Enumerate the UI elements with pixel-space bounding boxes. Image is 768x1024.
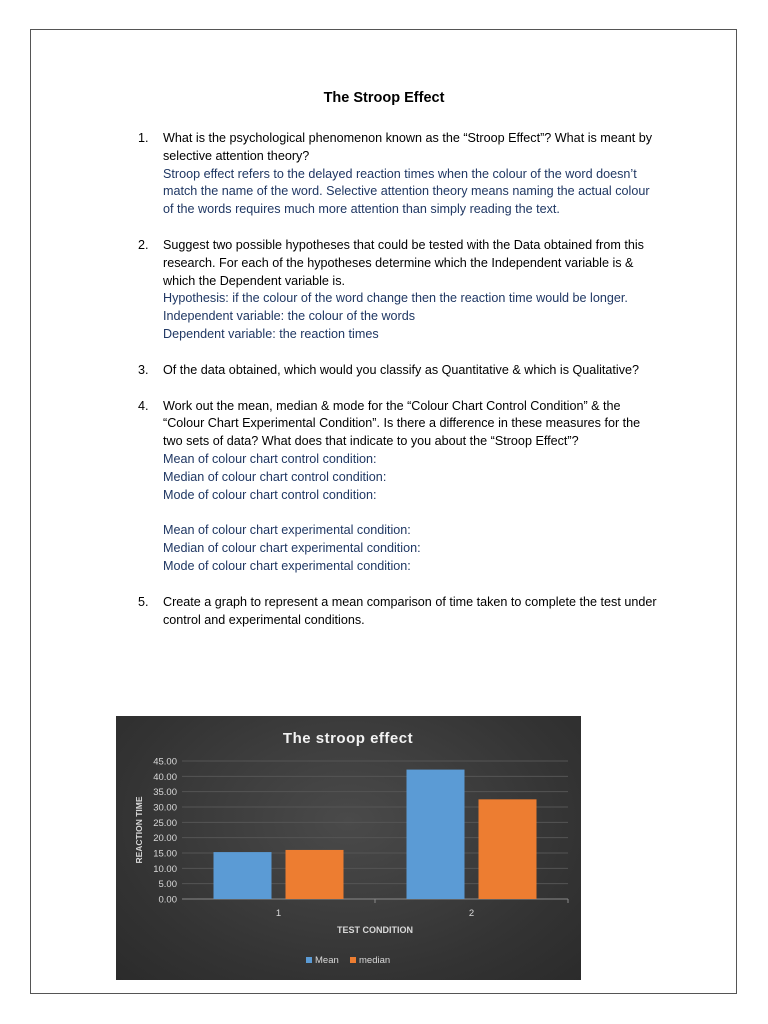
- legend-swatch-mean: [306, 957, 312, 963]
- x-axis-label: TEST CONDITION: [337, 925, 413, 935]
- experimental-mode-line: Mode of colour chart experimental condition:: [163, 558, 411, 573]
- question-list: [138, 130, 658, 629]
- y-tick-label: 35.00: [153, 787, 177, 799]
- question-text: What is the psychological phenomenon known as the “Stroop Effect”? What is meant by selective attention theory?: [163, 131, 653, 163]
- y-tick-label: 10.00: [153, 863, 177, 875]
- stroop-chart: [116, 716, 581, 980]
- question-number: 3.: [138, 362, 149, 377]
- page-title: The Stroop Effect: [323, 90, 445, 106]
- y-tick-label: 25.00: [153, 817, 177, 829]
- dependent-variable-line: Dependent variable: the reaction times: [163, 326, 379, 341]
- question-number: 2.: [138, 237, 149, 252]
- question-text: Of the data obtained, which would you classify as Quantitative & which is Qualitative?: [163, 362, 640, 377]
- median-bar-1: [286, 850, 344, 899]
- legend-label-median: median: [359, 955, 391, 966]
- y-tick-label: 0.00: [158, 894, 177, 906]
- question-text: Work out the mean, median & mode for the “Colour Chart Control Condition” & the “Colour Chart Experimental Condition”. Is there a difference in these measures for the two sets of data? What does that indicate to you about the “Stroop Effect”?: [163, 398, 641, 449]
- x-tick-label: 1: [275, 908, 282, 919]
- chart-svg: [116, 716, 581, 980]
- question-4: [138, 398, 658, 576]
- legend-label-mean: Mean: [315, 955, 339, 966]
- control-mean-line: Mean of colour chart control condition:: [163, 451, 377, 466]
- question-5: [138, 594, 658, 630]
- question-text: Create a graph to represent a mean comparison of time taken to complete the test under control and experimental conditions.: [163, 594, 657, 627]
- control-mode-line: Mode of colour chart control condition:: [163, 487, 377, 502]
- y-tick-label: 30.00: [153, 802, 177, 814]
- legend-swatch-median: [350, 957, 356, 963]
- independent-variable-line: Independent variable: the colour of the words: [163, 309, 416, 324]
- question-text: Suggest two possible hypotheses that could be tested with the Data obtained from this research. For each of the hypotheses determine which the Independent variable is & which the Dependent variable is.: [163, 237, 644, 288]
- answer-text: Stroop effect refers to the delayed reaction times when the colour of the word doesn’t match the name of the word. Selective attention theory means naming the actual colour of the words requires much more attention than simply reading the text.: [163, 166, 650, 217]
- spacer: [163, 504, 658, 522]
- y-tick-label: 45.00: [153, 756, 177, 768]
- question-number: 5.: [138, 594, 149, 609]
- question-1: [138, 130, 658, 219]
- question-number: 1.: [138, 131, 149, 145]
- y-tick-label: 15.00: [153, 848, 177, 860]
- question-3: [138, 362, 658, 380]
- hypothesis-line: Hypothesis: if the colour of the word change then the reaction time would be longer.: [163, 291, 628, 306]
- y-tick-label: 20.00: [153, 833, 177, 845]
- y-axis-label: REACTION TIME: [134, 796, 144, 864]
- question-number: 4.: [138, 398, 149, 413]
- y-tick-label: 5.00: [158, 879, 177, 891]
- y-tick-label: 40.00: [153, 771, 177, 783]
- question-2: [138, 237, 658, 344]
- chart-title: The stroop effect: [282, 730, 414, 747]
- mean-bar-2: [407, 770, 465, 899]
- experimental-median-line: Median of colour chart experimental condition:: [163, 541, 421, 556]
- control-median-line: Median of colour chart control condition:: [163, 469, 387, 484]
- x-tick-label: 2: [468, 908, 475, 919]
- median-bar-2: [479, 799, 537, 899]
- experimental-mean-line: Mean of colour chart experimental condition:: [163, 523, 411, 538]
- mean-bar-1: [214, 852, 272, 899]
